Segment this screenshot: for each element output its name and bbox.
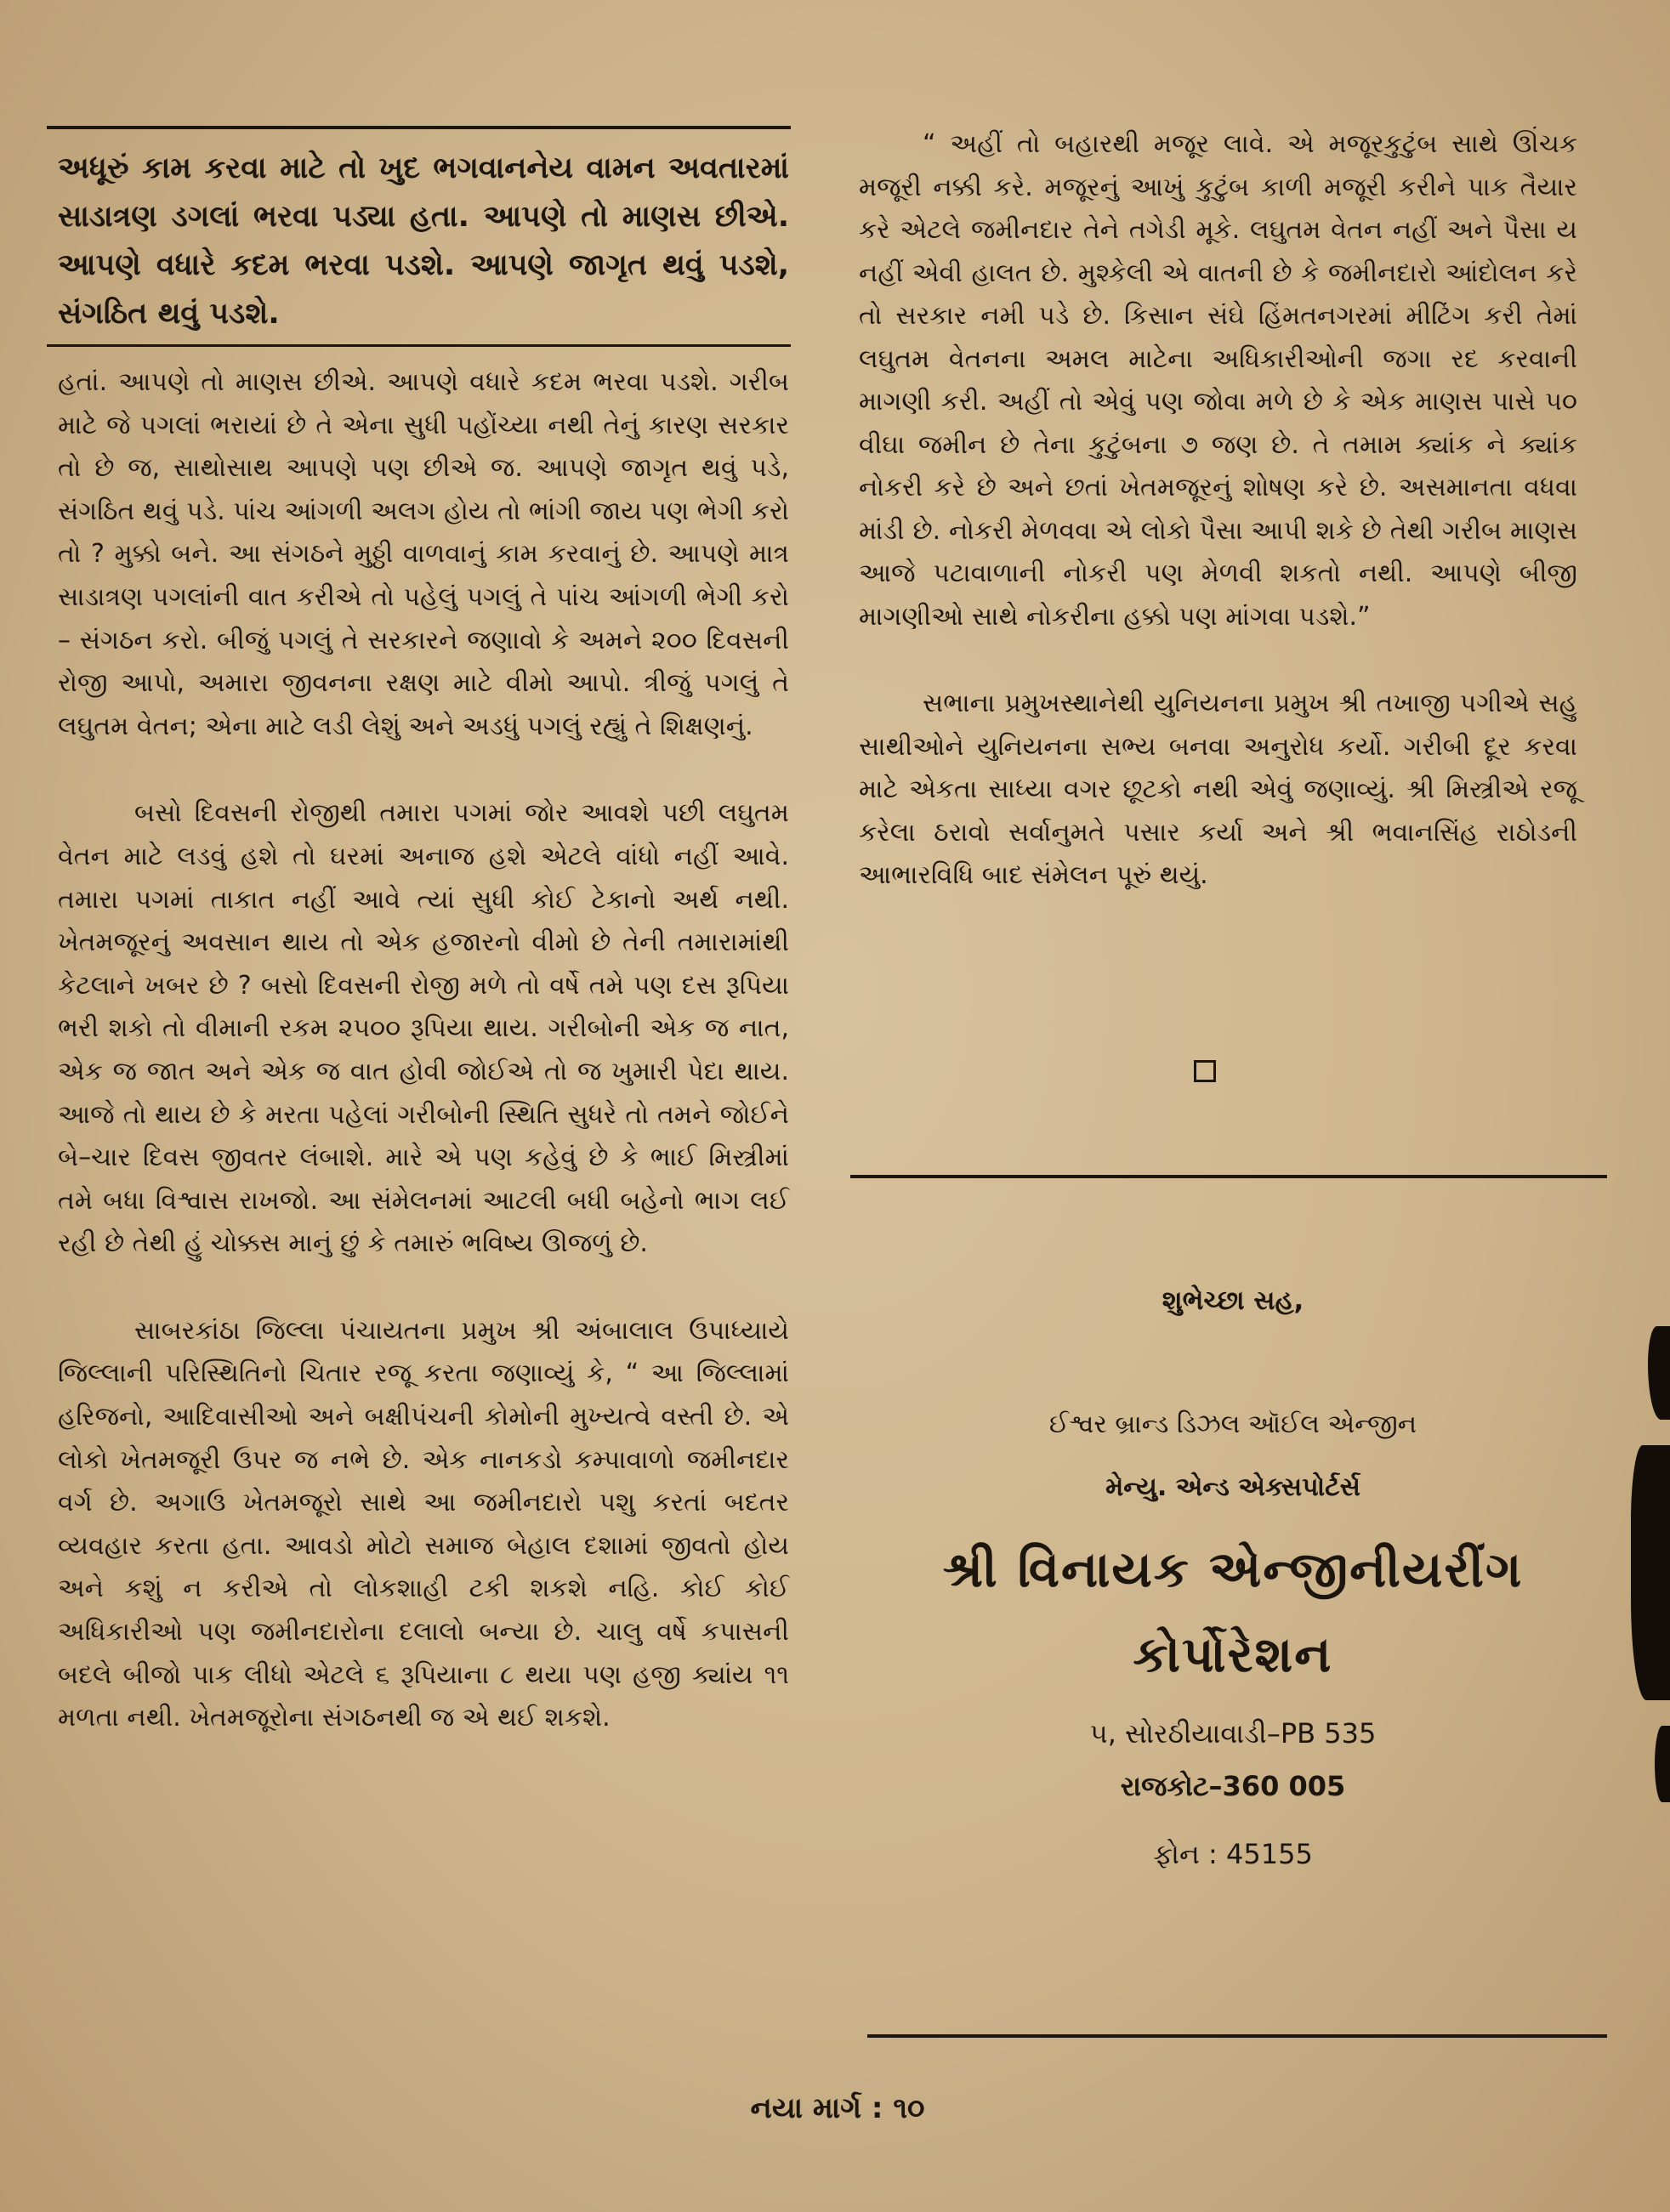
end-of-article-mark — [1194, 1060, 1216, 1082]
ad-city: રાજકોટ–360 005 — [1120, 1770, 1346, 1802]
ad-product-line: ઈશ્વર બ્રાન્ડ ડિઝલ ઑઈલ એન્જીન — [1048, 1409, 1417, 1439]
ad-bottom-rule — [867, 2034, 1607, 2038]
pull-quote: અધૂરું કામ કરવા માટે તો ખુદ ભગવાનનેય વામન અવતારમાં સાડાત્રણ ડગલાં ભરવા પડ્યા હતા. આપણે તો માણસ છીએ. આપણે વધારે કદમ ભરવા પડશે. આપણે જાગૃત થવું પડશે, સંગઠિત થવું પડશે. — [58, 151, 789, 331]
left-column — [58, 361, 789, 1740]
ad-phone: ફોન : 45155 — [1153, 1838, 1313, 1870]
page-tear-2 — [1631, 1445, 1670, 1700]
left-paragraph-3: સાબરકાંઠા જિલ્લા પંચાયતના પ્રમુખ શ્રી અંબાલાલ ઉપાધ્યાયે જિલ્લાની પરિસ્થિતિનો ચિતાર રજૂ કરતા જણાવ્યું કે, “ આ જિલ્લામાં હરિજનો, આદિવાસીઓ અને બક્ષીપંચની કોમોની મુખ્યત્વે વસ્તી છે. એ લોકો ખેતમજૂરી ઉપર જ નભે છે. એક નાનકડો કમ્પાવાળો જમીનદાર વર્ગ છે. અગાઉ ખેતમજૂરો સાથે આ જમીનદારો પશુ કરતાં બદતર વ્યવહાર કરતા હતા. આવડો મોટો સમાજ બેહાલ દશામાં જીવતો હોય અને કશું ન કરીએ તો લોકશાહી ટકી શકશે નહિ. કોઈ કોઈ અધિકારીઓ પણ જમીનદારોના દલાલો બન્યા છે. ચાલુ વર્ષે કપાસની બદલે બીજો પાક લીધો એટલે ૬ રૂપિયાના ૮ થયા પણ હજી ક્યાંય ૧૧ મળતા નથી. ખેતમજૂરોના સંગઠનથી જ એ થઈ શકશે. — [58, 1315, 789, 1733]
page-footer: નયા માર્ગ : ૧૦ — [750, 2091, 925, 2125]
ad-company-name-line2: કોર્પોરેશન — [1133, 1625, 1333, 1683]
right-paragraph-2: સભાના પ્રમુખસ્થાનેથી યુનિયનના પ્રમુખ શ્રી તખાજી પગીએ સહુ સાથીઓને યુનિયનના સભ્ય બનવા અનુરોધ કર્યો. ગરીબી દૂર કરવા માટે એકતા સાધ્યા વગર છૂટકો નથી એવું જણાવ્યું. શ્રી મિસ્ત્રીએ રજૂ કરેલા ઠરાવો સર્વાનુમતે પસાર કર્યા અને શ્રી ભવાનસિંહ રાઠોડની આભારવિધિ બાદ સંમેલન પૂરું થયું. — [859, 689, 1577, 890]
page-tear-1 — [1648, 1326, 1670, 1420]
ad-top-rule — [850, 1175, 1607, 1178]
quote-top-rule — [47, 126, 791, 129]
left-paragraph-1: હતાં. આપણે તો માણસ છીએ. આપણે વધારે કદમ ભરવા પડશે. ગરીબ માટે જે પગલાં ભરાયાં છે તે એના સુધી પહોંચ્યા નથી તેનું કારણ સરકાર તો છે જ, સાથોસાથ આપણે પણ છીએ જ. આપણે જાગૃત થવું પડે, સંગઠિત થવું પડે. પાંચ આંગળી અલગ હોય તો ભાંગી જાય પણ ભેગી કરો તો ? મુક્કો બને. આ સંગઠને મુઠ્ઠી વાળવાનું કામ કરવાનું છે. આપણે માત્ર સાડાત્રણ પગલાંની વાત કરીએ તો પહેલું પગલું તે પાંચ આંગળી ભેગી કરો – સંગઠન કરો. બીજું પગલું તે સરકારને જણાવો કે અમને ૨૦૦ દિવસની રોજી આપો, અમારા જીવનના રક્ષણ માટે વીમો આપો. ત્રીજું પગલું તે લઘુતમ વેતન; એના માટે લડી લેશું અને અડધું પગલું રહ્યું તે શિક્ષણનું. — [58, 367, 789, 741]
left-paragraph-2: બસો દિવસની રોજીથી તમારા પગમાં જોર આવશે પછી લઘુતમ વેતન માટે લડવું હશે તો ઘરમાં અનાજ હશે એટલે વાંધો નહીં આવે. તમારા પગમાં તાકાત નહીં આવે ત્યાં સુધી કોઈ ટેકાનો અર્થ નથી. ખેતમજૂરનું અવસાન થાય તો એક હજારનો વીમો છે તેની તમારામાંથી કેટલાને ખબર છે ? બસો દિવસની રોજી મળે તો વર્ષે તમે પણ દસ રૂપિયા ભરી શકો તો વીમાની રકમ ૨૫૦૦ રૂપિયા થાય. ગરીબોની એક જ નાત, એક જ જાત અને એક જ વાત હોવી જોઈએ તો જ ખુમારી પેદા થાય. આજે તો થાય છે કે મરતા પહેલાં ગરીબોની સ્થિતિ સુધરે તો તમને જોઈને બે–ચાર દિવસ જીવતર લંબાશે. મારે એ પણ કહેવું છે કે ભાઈ મિસ્ત્રીમાં તમે બધા વિશ્વાસ રાખજો. આ સંમેલનમાં આટલી બધી બહેનો ભાગ લઈ રહી છે તેથી હું ચોક્કસ માનું છું કે તમારું ભવિષ્ય ઊજળું છે. — [58, 798, 789, 1259]
ad-greeting: શુભેચ્છા સહ, — [1162, 1285, 1304, 1316]
right-column — [859, 123, 1577, 898]
ad-manufacturer-line: મેન્યુ. એન્ડ એક્સપોર્ટર્સ — [1105, 1472, 1360, 1502]
ad-address: ૫, સોરઠીયાવાડી–PB 535 — [1089, 1717, 1377, 1750]
right-paragraph-1: “ અહીં તો બહારથી મજૂર લાવે. એ મજૂરકુટુંબ સાથે ઊંચક મજૂરી નક્કી કરે. મજૂરનું આખું કુટુંબ કાળી મજૂરી કરીને પાક તૈયાર કરે એટલે જમીનદાર તેને તગેડી મૂકે. લઘુતમ વેતન નહીં અને પૈસા ય નહીં એવી હાલત છે. મુશ્કેલી એ વાતની છે કે જમીનદારો આંદોલન કરે તો સરકાર નમી પડે છે. કિસાન સંઘે હિંમતનગરમાં મીટિંગ કરી તેમાં લઘુતમ વેતનના અમલ માટેના અધિકારીઓની જગા રદ કરવાની માગણી કરી. અહીં તો એવું પણ જોવા મળે છે કે એક માણસ પાસે ૫૦ વીઘા જમીન છે તેના કુટુંબના ૭ જણ છે. તે તમામ ક્યાંક ને ક્યાંક નોકરી કરે છે અને છતાં ખેતમજૂરનું શોષણ કરે છે. અસમાનતા વધવા માંડી છે. નોકરી મેળવવા એ લોકો પૈસા આપી શકે છે તેથી ગરીબ માણસ આજે પટાવાળાની નોકરી પણ મેળવી શકતો નથી. આપણે બીજી માગણીઓ સાથે નોકરીના હક્કો પણ માંગવા પડશે.” — [859, 129, 1577, 632]
page-tear-3 — [1655, 1726, 1670, 1802]
ad-company-name-line1: શ્રી વિનાયક એન્જીનીયરીંગ — [942, 1540, 1524, 1598]
quote-bottom-rule — [47, 344, 791, 347]
